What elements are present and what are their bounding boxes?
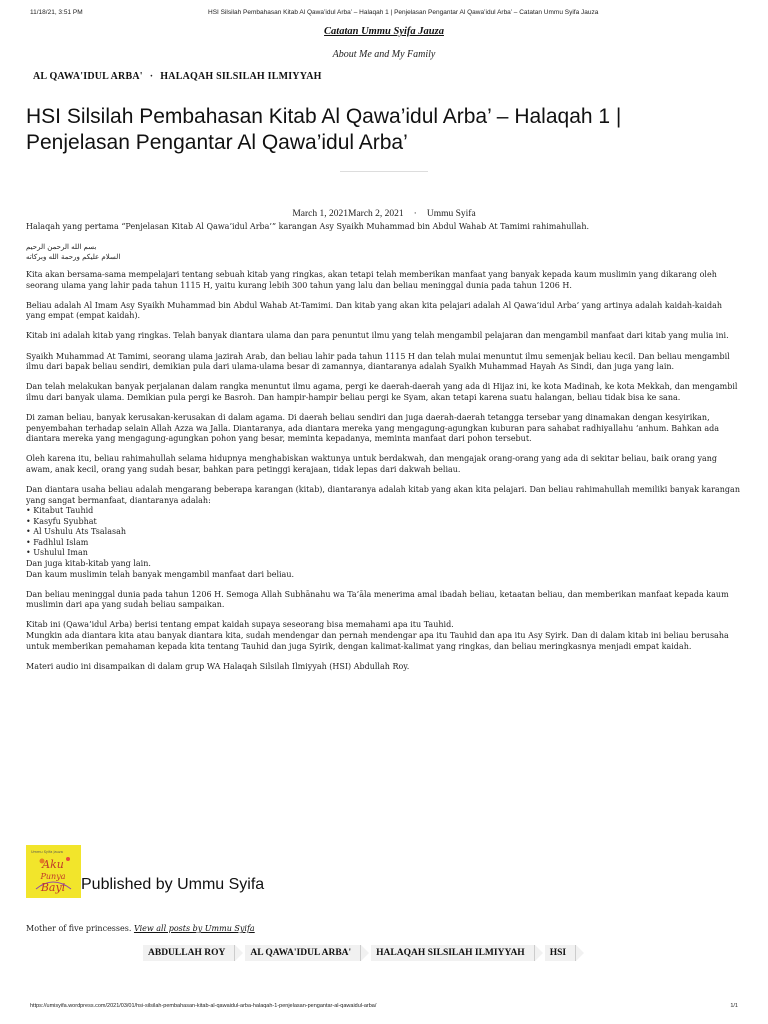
avatar [26,845,81,898]
print-footer [30,1003,738,1009]
meta-separator: · [413,209,417,219]
author-bio-text: Mother of five princesses. [26,924,132,933]
paragraph: Kitab ini adalah kitab yang ringkas. Telah banyak diantara ulama dan para penuntut ilmu yang telah mengambil pelajaran dan mengambil manfaat dari kitab yang mulia ini. [26,331,729,341]
tag-halaqah-silsilah-ilmiyyah[interactable]: HALAQAH SILSILAH ILMIYYAH [371,945,535,961]
paragraph: Syaikh Muhammad At Tamimi, seorang ulama jazirah Arab, dan beliau lahir pada tahun 1115 H dan telah mulai menuntut ilmu semenjak beliau kecil. Dan beliau mengambil ilmu dari bapak beliau sendiri, demikian pula dari ulama-ulama besar di zamannya, diantaranya adalah Syaikh Muhammad Hayah As Sindi, dan juga yang lain. [26,351,730,372]
list-item: • Fadhlul Islam [26,537,89,547]
author-heading: Published by Ummu Syifa [81,876,265,893]
paragraph: Oleh karena itu, beliau rahimahullah selama hidupnya menghabiskan waktunya untuk berdakwah, dan mengajak orang-orang yang ada di sekitar beliau, baik orang yang awam, anak kecil, orang yang sudah besar, bahkan para petinggi kerajaan, tidak lepas dari dakwah beliau. [26,454,718,474]
books-section [26,485,744,580]
arabic-salam: السلام عليكم ورحمة الله وبركاته [26,253,121,262]
paragraph: Dan juga kitab-kitab yang lain. [26,559,151,569]
post-title: HSI Silsilah Pembahasan Kitab Al Qawa’idul Arba’ – Halaqah 1 | Penjelasan Pengantar Al Qawa’idul Arba’ [26,105,622,154]
arabic-greeting [26,242,744,262]
arabic-basmalah: بسم الله الرحمن الرحيم [26,243,97,252]
view-all-posts-link[interactable]: View all posts by Ummu Syifa [133,924,255,933]
paragraph: Dan kaum muslimin telah banyak mengambil manfaat dari beliau. [26,569,295,579]
category-links [33,71,322,82]
avatar-text-punya: Punya [40,872,66,881]
paragraph: Kitab ini (Qawa’idul Arba) berisi tentang empat kaidah supaya seseorang bisa memahami apa itu Tauhid. Mungkin ada diantara kita atau banyak diantara kita, sudah mendengar dan pernah mendengar apa itu Tauhid dan apa itu Asy Syirk. Dan di dalam kitab ini beliau berusaha untuk memberikan pemahaman kepada kita tentang Tauhid dan juga Syirik, dengan kalimat-kalimat yang ringkas, dan beliau meringkasnya menjadi empat kaidah. [26,620,729,651]
post-intro: Halaqah yang pertama “Penjelasan Kitab Al Qawa’idul Arba’” karangan Asy Syaikh Muhammad bin Abdul Wahab At Tamimi rahimahullah. [26,222,590,231]
list-item: • Al Ushulu Ats Tsalasah [26,527,127,537]
print-url: https://umisyifa.wordpress.com/2021/03/01/hsi-silsilah-pembahasan-kitab-al-qawaidul-arba-halaqah-1-penjelasan-pengantar-al-qawaidul-arba/ [30,1003,377,1009]
list-item: • Kitabut Tauhid [26,506,94,516]
post-author-link[interactable]: Ummu Syifa [426,209,476,219]
paragraph: Materi audio ini disampaikan di dalam grup WA Halaqah Silsilah Ilmiyyah (HSI) Abdullah Roy. [26,661,410,671]
post-meta [0,209,768,219]
site-tagline: About Me and My Family [332,49,436,60]
avatar-text-bayi: Bayi [40,881,66,894]
category-link-qawaidul-arba[interactable]: AL QAWA'IDUL ARBA' [33,71,143,82]
list-item: • Ushulul Iman [26,548,88,558]
avatar-text-aku: Aku [42,858,64,871]
avatar-image [26,845,81,898]
site-title-link[interactable]: Catatan Ummu Syifa Jauza [324,26,444,37]
list-item: • Kasyfu Syubhat [26,516,97,526]
paragraph: Di zaman beliau, banyak kerusakan-kerusakan di dalam agama. Di daerah beliau sendiri dan juga daerah-daerah tetangga tersebar yang dinamakan dengan kesyirikan, penyembahan terhadap selain Allah Azza wa Jalla. Diantaranya, ada diantara mereka yang mengagung-agungkan kuburan para sahabat radhiyallahu ‘anhum. Bahkan ada diantara mereka yang mengagung-agungkan pohon yang besar, meminta kepadanya, meminta manfaat dari pohon tersebut. [26,412,720,444]
avatar-small-text: Ummu Syifa Jauza [31,850,63,854]
book-list [26,506,744,559]
paragraph: Beliau adalah Al Imam Asy Syaikh Muhammad bin Abdul Wahab At-Tamimi. Dan kitab yang akan kita pelajari adalah Al Qawa’idul Arba’ yang artinya adalah kaidah-kaidah yang empat (empat kaidah). [26,300,723,321]
category-separator: · [149,71,154,82]
author-bio [26,924,255,933]
paragraph: Dan beliau meninggal dunia pada tahun 1206 H. Semoga Allah Subhānahu wa Ta’āla menerima amal ibadah beliau, ketaatan beliau, dan memberikan manfaat kepada kaum muslimin dari apa yang sudah beliau sampaikan. [26,589,729,610]
tag-abdullah-roy[interactable]: ABDULLAH ROY [143,945,235,961]
title-divider [340,171,428,172]
tag-hsi[interactable]: HSI [545,945,576,961]
paragraph: Dan diantara usaha beliau adalah mengarang beberapa karangan (kitab), diantaranya adalah kitab yang akan kita pelajari. Dan beliau rahimahullah memiliki banyak karangan yang sangat bermanfaat, diantaranya adalah: [26,484,740,505]
category-link-halaqah[interactable]: HALAQAH SILSILAH ILMIYYAH [160,71,322,82]
post-content [26,222,744,682]
author-box [26,845,744,901]
print-document-title: HSI Silsilah Pembahasan Kitab Al Qawa’idul Arba’ – Halaqah 1 | Penjelasan Pengantar Al Qawa’idul Arba’ – Catatan Ummu Syifa Jauza [208,9,599,16]
post-date-link[interactable]: March 1, 2021March 2, 2021 [292,209,404,219]
paragraph: Dan telah melakukan banyak perjalanan dalam rangka menuntut ilmu agama, pergi ke daerah-daerah yang ada di Hijaz ini, ke kota Madinah, ke kota Mekkah, dan mengambil ilmu dari banyak ulama. Demikian pula pergi ke Basroh. Dan hampir-hampir beliau pergi ke Syam, akan tetapi karena suatu halangan, beliau tidak bisa ke sana. [26,382,738,402]
tag-qawaidul-arba[interactable]: AL QAWA'IDUL ARBA' [245,945,361,961]
tag-list [143,945,586,963]
paragraph: Kita akan bersama-sama mempelajari tentang sebuah kitab yang ringkas, akan tetapi telah memberikan manfaat yang banyak kepada kaum muslimin yang dikarang oleh seorang ulama yang lahir pada tahun 1115 H, yaitu kurang lebih 300 tahun yang lalu dan beliau meninggal dunia pada tahun 1206 H. [26,270,717,290]
print-page-number: 1/1 [730,1003,738,1009]
print-timestamp: 11/18/21, 3:51 PM [30,9,83,16]
